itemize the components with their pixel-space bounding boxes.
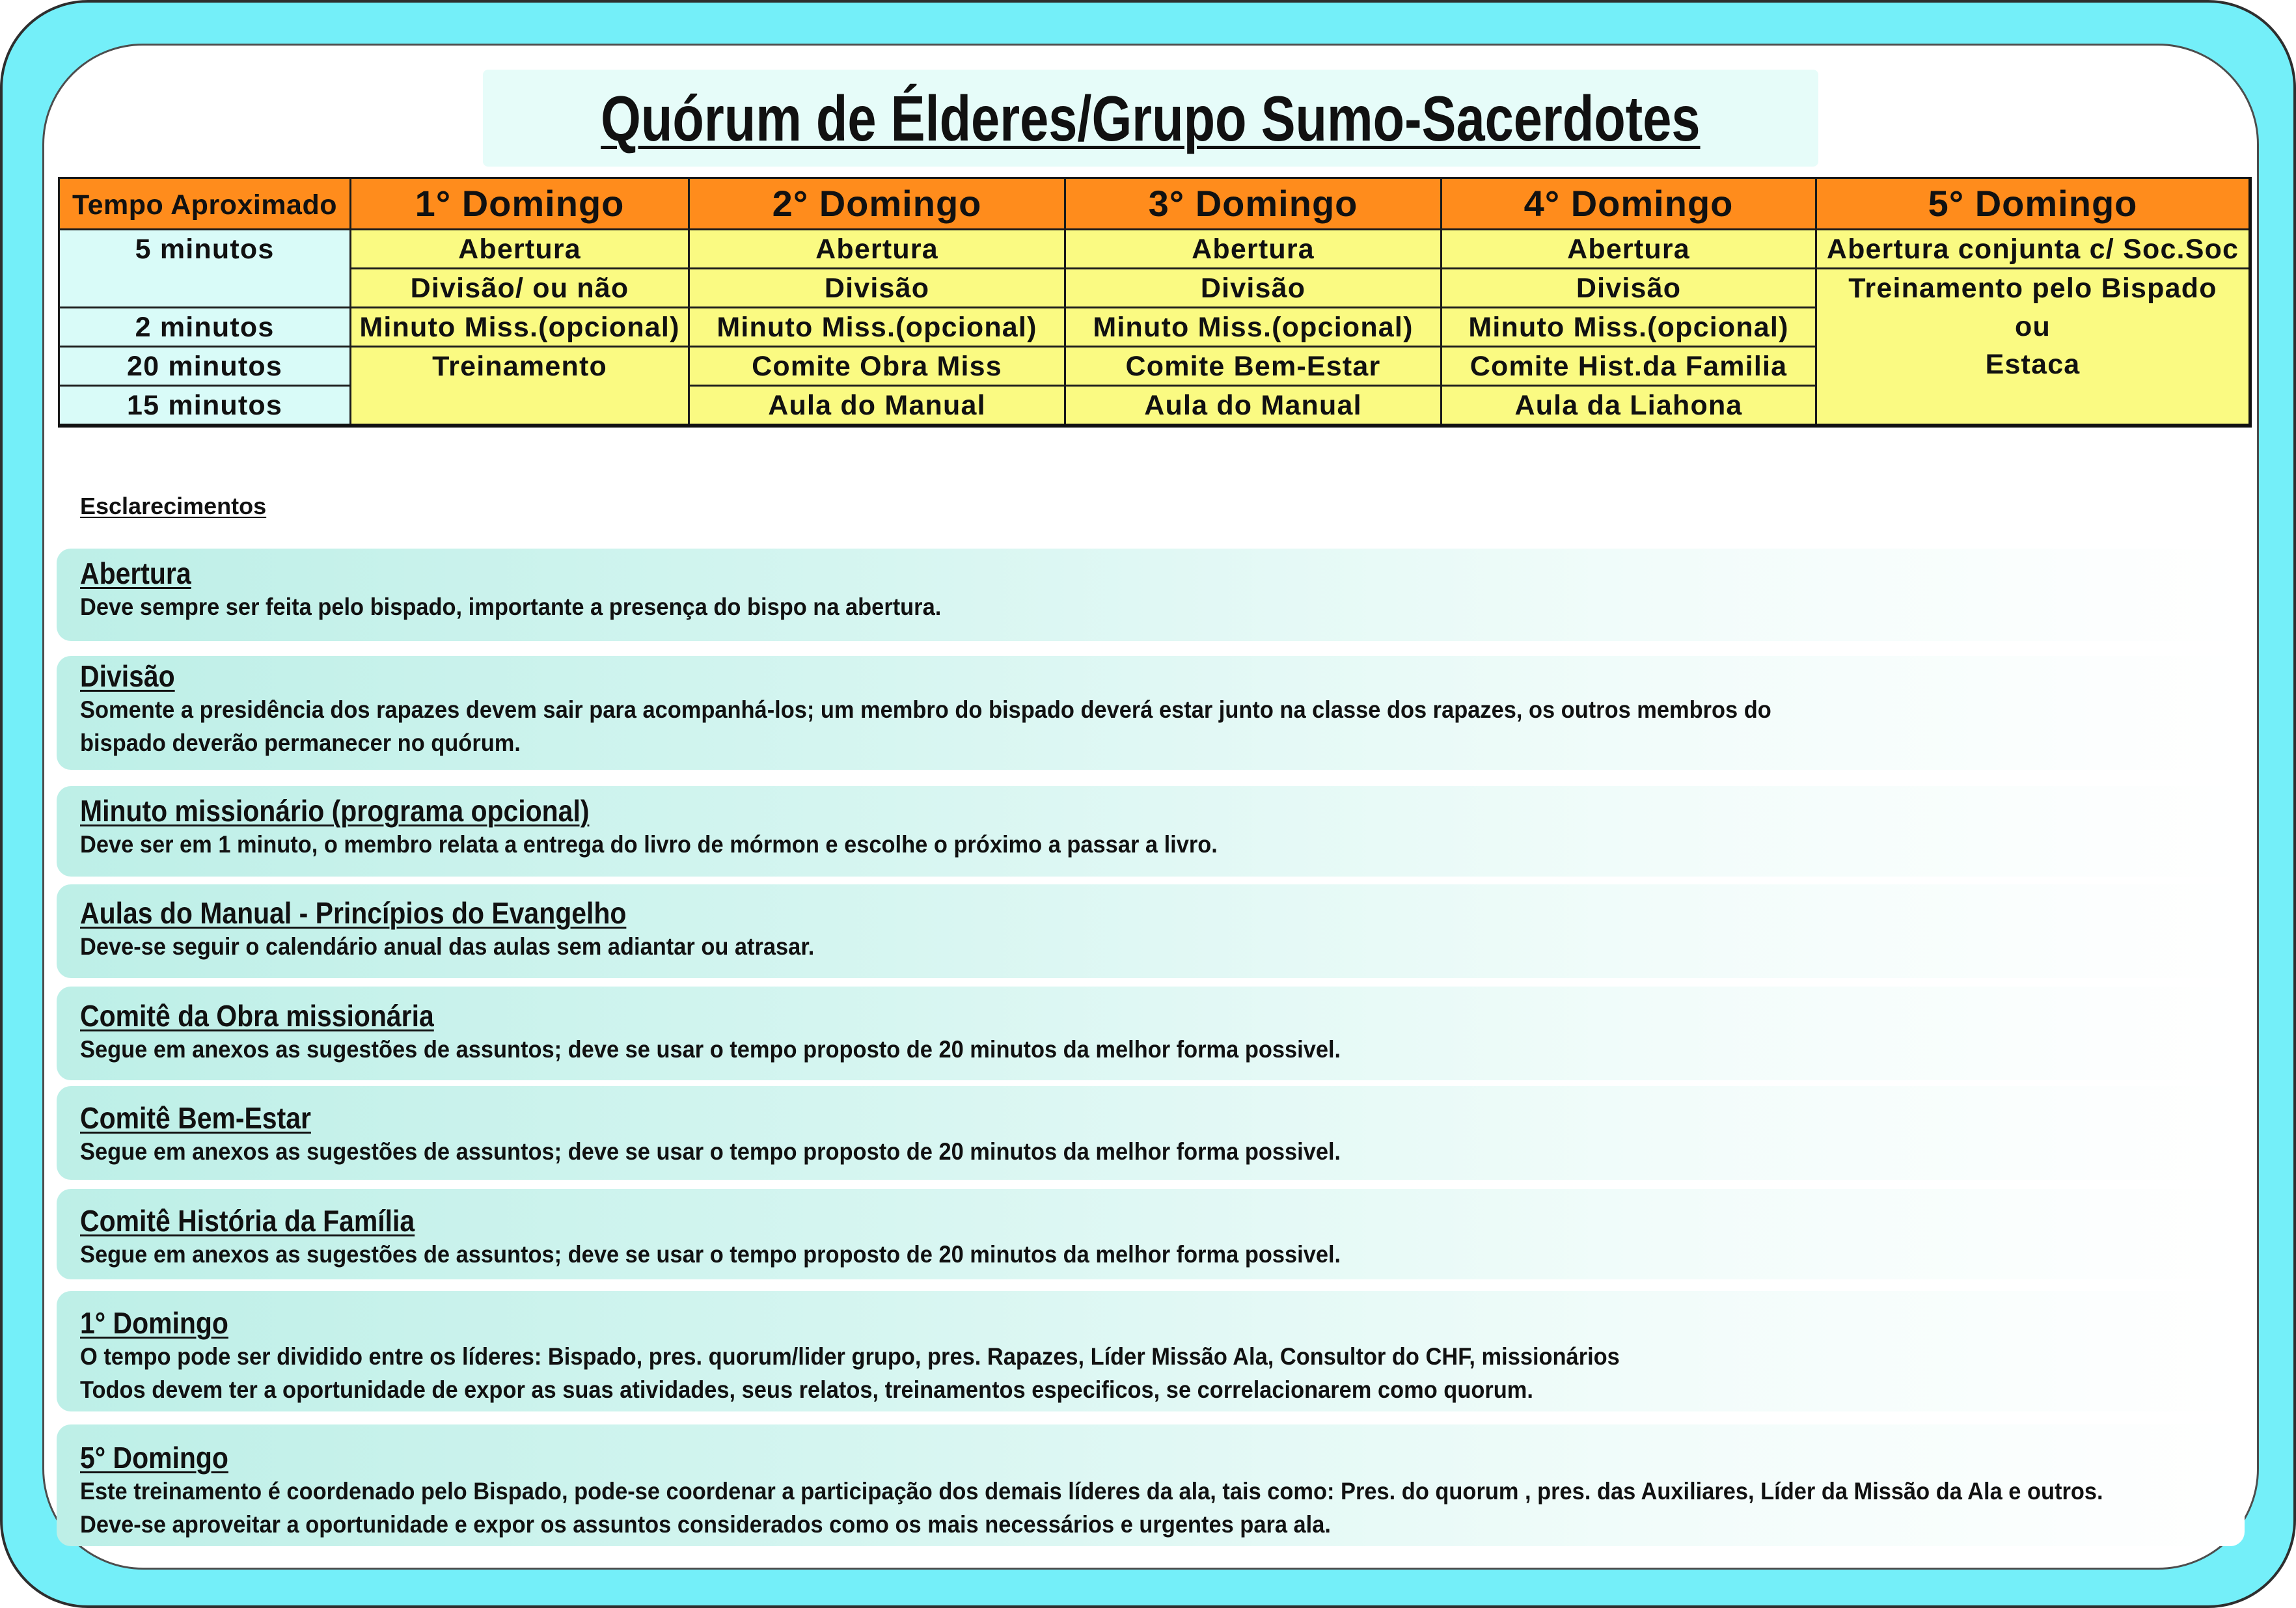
- clarification-line-text: O tempo pode ser dividido entre os líderes: Bispado, pres. quorum/lider grupo, pres. Rapazes, Líder Missão Ala, Consultor do CHF, missionários: [80, 1343, 1620, 1370]
- clarification-heading-text: Comitê Bem-Estar: [80, 1101, 311, 1135]
- clarification-line-text: Segue em anexos as sugestões de assuntos; deve se usar o tempo proposto de 20 minutos da melhor forma possivel.: [80, 1138, 1341, 1165]
- clarification-heading: [80, 1441, 2245, 1475]
- clarification-line: [80, 1238, 2245, 1271]
- clarification-heading: [80, 1204, 2245, 1238]
- clarification-heading-text: Comitê da Obra missionária: [80, 999, 434, 1033]
- schedule-cell: Abertura: [351, 230, 689, 269]
- clarification-line: [80, 693, 2245, 726]
- clarification-line: [80, 726, 2245, 759]
- clarification-divisao: [57, 656, 2245, 770]
- schedule-header-row: [59, 178, 2250, 230]
- time-cell: 5 minutos: [59, 230, 351, 308]
- clarification-comite-historia-familia: [57, 1189, 2245, 1279]
- clarification-line: [80, 930, 2245, 963]
- clarification-heading: [80, 794, 2245, 828]
- schedule-cell: Comite Hist.da Familia: [1442, 347, 1816, 386]
- header-sunday-1: 1° Domingo: [351, 178, 689, 230]
- schedule-cell: Comite Obra Miss: [689, 347, 1065, 386]
- clarification-heading: [80, 999, 2245, 1033]
- schedule-table: [58, 177, 2252, 428]
- table-row: [59, 269, 2250, 308]
- schedule-cell: Comite Bem-Estar: [1065, 347, 1442, 386]
- clarification-line: [80, 1033, 2245, 1066]
- schedule-cell: Aula do Manual: [689, 386, 1065, 426]
- schedule-cell: Minuto Miss.(opcional): [689, 308, 1065, 347]
- clarification-line-text: Segue em anexos as sugestões de assuntos; deve se usar o tempo proposto de 20 minutos da melhor forma possivel.: [80, 1241, 1341, 1268]
- schedule-cell: Abertura conjunta c/ Soc.Soc: [1816, 230, 2250, 269]
- table-row: [59, 230, 2250, 269]
- clarification-line-text: Deve sempre ser feita pelo bispado, importante a presença do bispo na abertura.: [80, 593, 942, 620]
- schedule-cell: Divisão/ ou não: [351, 269, 689, 308]
- schedule-cell: Abertura: [1065, 230, 1442, 269]
- clarification-heading-text: 1° Domingo: [80, 1306, 228, 1340]
- clarification-line-text: Deve-se seguir o calendário anual das aulas sem adiantar ou atrasar.: [80, 933, 815, 960]
- schedule-cell: Abertura: [689, 230, 1065, 269]
- cell-line: Estaca: [1985, 349, 2081, 380]
- cell-line: ou: [2015, 310, 2051, 342]
- clarification-line-text: bispado deverão permanecer no quórum.: [80, 729, 521, 756]
- clarification-line-text: Segue em anexos as sugestões de assuntos; deve se usar o tempo proposto de 20 minutos da melhor forma possivel.: [80, 1036, 1341, 1063]
- clarification-heading: [80, 896, 2245, 930]
- clarification-line: [80, 1475, 2245, 1508]
- schedule-cell: Divisão: [1442, 269, 1816, 308]
- clarification-comite-bem-estar: [57, 1086, 2245, 1180]
- clarification-line: [80, 1373, 2245, 1406]
- clarification-line: [80, 1508, 2245, 1541]
- clarification-1st-sunday: [57, 1291, 2245, 1411]
- schedule-cell-5th-sunday-training: [1816, 269, 2250, 426]
- schedule-cell: Aula da Liahona: [1442, 386, 1816, 426]
- header-sunday-2: 2° Domingo: [689, 178, 1065, 230]
- clarification-line-text: Somente a presidência dos rapazes devem sair para acompanhá-los; um membro do bispado deverá estar junto na classe dos rapazes, os outros membros do: [80, 696, 1771, 723]
- clarification-line: [80, 1340, 2245, 1373]
- clarification-heading-text: Divisão: [80, 659, 175, 693]
- clarification-heading-text: Comitê História da Família: [80, 1204, 415, 1238]
- schedule-cell: Abertura: [1442, 230, 1816, 269]
- schedule-cell: Minuto Miss.(opcional): [1442, 308, 1816, 347]
- time-cell: 2 minutos: [59, 308, 351, 347]
- schedule-cell: Minuto Miss.(opcional): [1065, 308, 1442, 347]
- time-cell: 15 minutos: [59, 386, 351, 426]
- schedule-cell: Minuto Miss.(opcional): [351, 308, 689, 347]
- header-tempo-aproximado: Tempo Aproximado: [59, 178, 351, 230]
- clarifications-label: Esclarecimentos: [80, 493, 267, 519]
- clarification-heading: [80, 659, 2245, 693]
- schedule-cell: Aula do Manual: [1065, 386, 1442, 426]
- time-cell: 20 minutos: [59, 347, 351, 386]
- clarification-line-text: Deve-se aproveitar a oportunidade e expor os assuntos considerados como os mais necessários e urgentes para ala.: [80, 1511, 1331, 1538]
- clarification-heading-text: Abertura: [80, 556, 191, 590]
- schedule-cell: Divisão: [1065, 269, 1442, 308]
- clarification-comite-obra-missionaria: [57, 987, 2245, 1080]
- schedule-cell: Treinamento: [351, 347, 689, 426]
- clarification-line: [80, 590, 2245, 623]
- clarification-heading-text: Aulas do Manual - Princípios do Evangelho: [80, 896, 627, 930]
- clarification-heading: [80, 1101, 2245, 1135]
- title-banner: [483, 70, 1818, 167]
- clarification-line-text: Deve ser em 1 minuto, o membro relata a entrega do livro de mórmon e escolhe o próximo a passar a livro.: [80, 831, 1218, 858]
- clarification-line-text: Todos devem ter a oportunidade de expor as suas atividades, seus relatos, treinamentos especificos, se correlacionarem como quorum.: [80, 1376, 1533, 1403]
- header-sunday-4: 4° Domingo: [1442, 178, 1816, 230]
- header-sunday-3: 3° Domingo: [1065, 178, 1442, 230]
- clarification-line: [80, 1135, 2245, 1168]
- clarification-minuto-missionario: [57, 786, 2245, 877]
- cell-line: Treinamento pelo Bispado: [1848, 273, 2217, 304]
- clarification-heading: [80, 556, 2245, 590]
- page-title: Quórum de Élderes/Grupo Sumo-Sacerdotes: [601, 82, 1701, 154]
- clarification-line: [80, 828, 2245, 861]
- header-sunday-5: 5° Domingo: [1816, 178, 2250, 230]
- clarification-5th-sunday: [57, 1424, 2245, 1546]
- schedule-cell: Divisão: [689, 269, 1065, 308]
- clarification-aulas-do-manual: [57, 884, 2245, 978]
- clarification-heading: [80, 1306, 2245, 1340]
- clarification-line-text: Este treinamento é coordenado pelo Bispado, pode-se coordenar a participação dos demais líderes da ala, tais como: Pres. do quorum , pres. das Auxiliares, Líder da Missão da Ala e outros.: [80, 1478, 2103, 1505]
- clarification-heading-text: Minuto missionário (programa opcional): [80, 794, 590, 828]
- clarification-abertura: [57, 549, 2245, 641]
- clarification-heading-text: 5° Domingo: [80, 1441, 228, 1475]
